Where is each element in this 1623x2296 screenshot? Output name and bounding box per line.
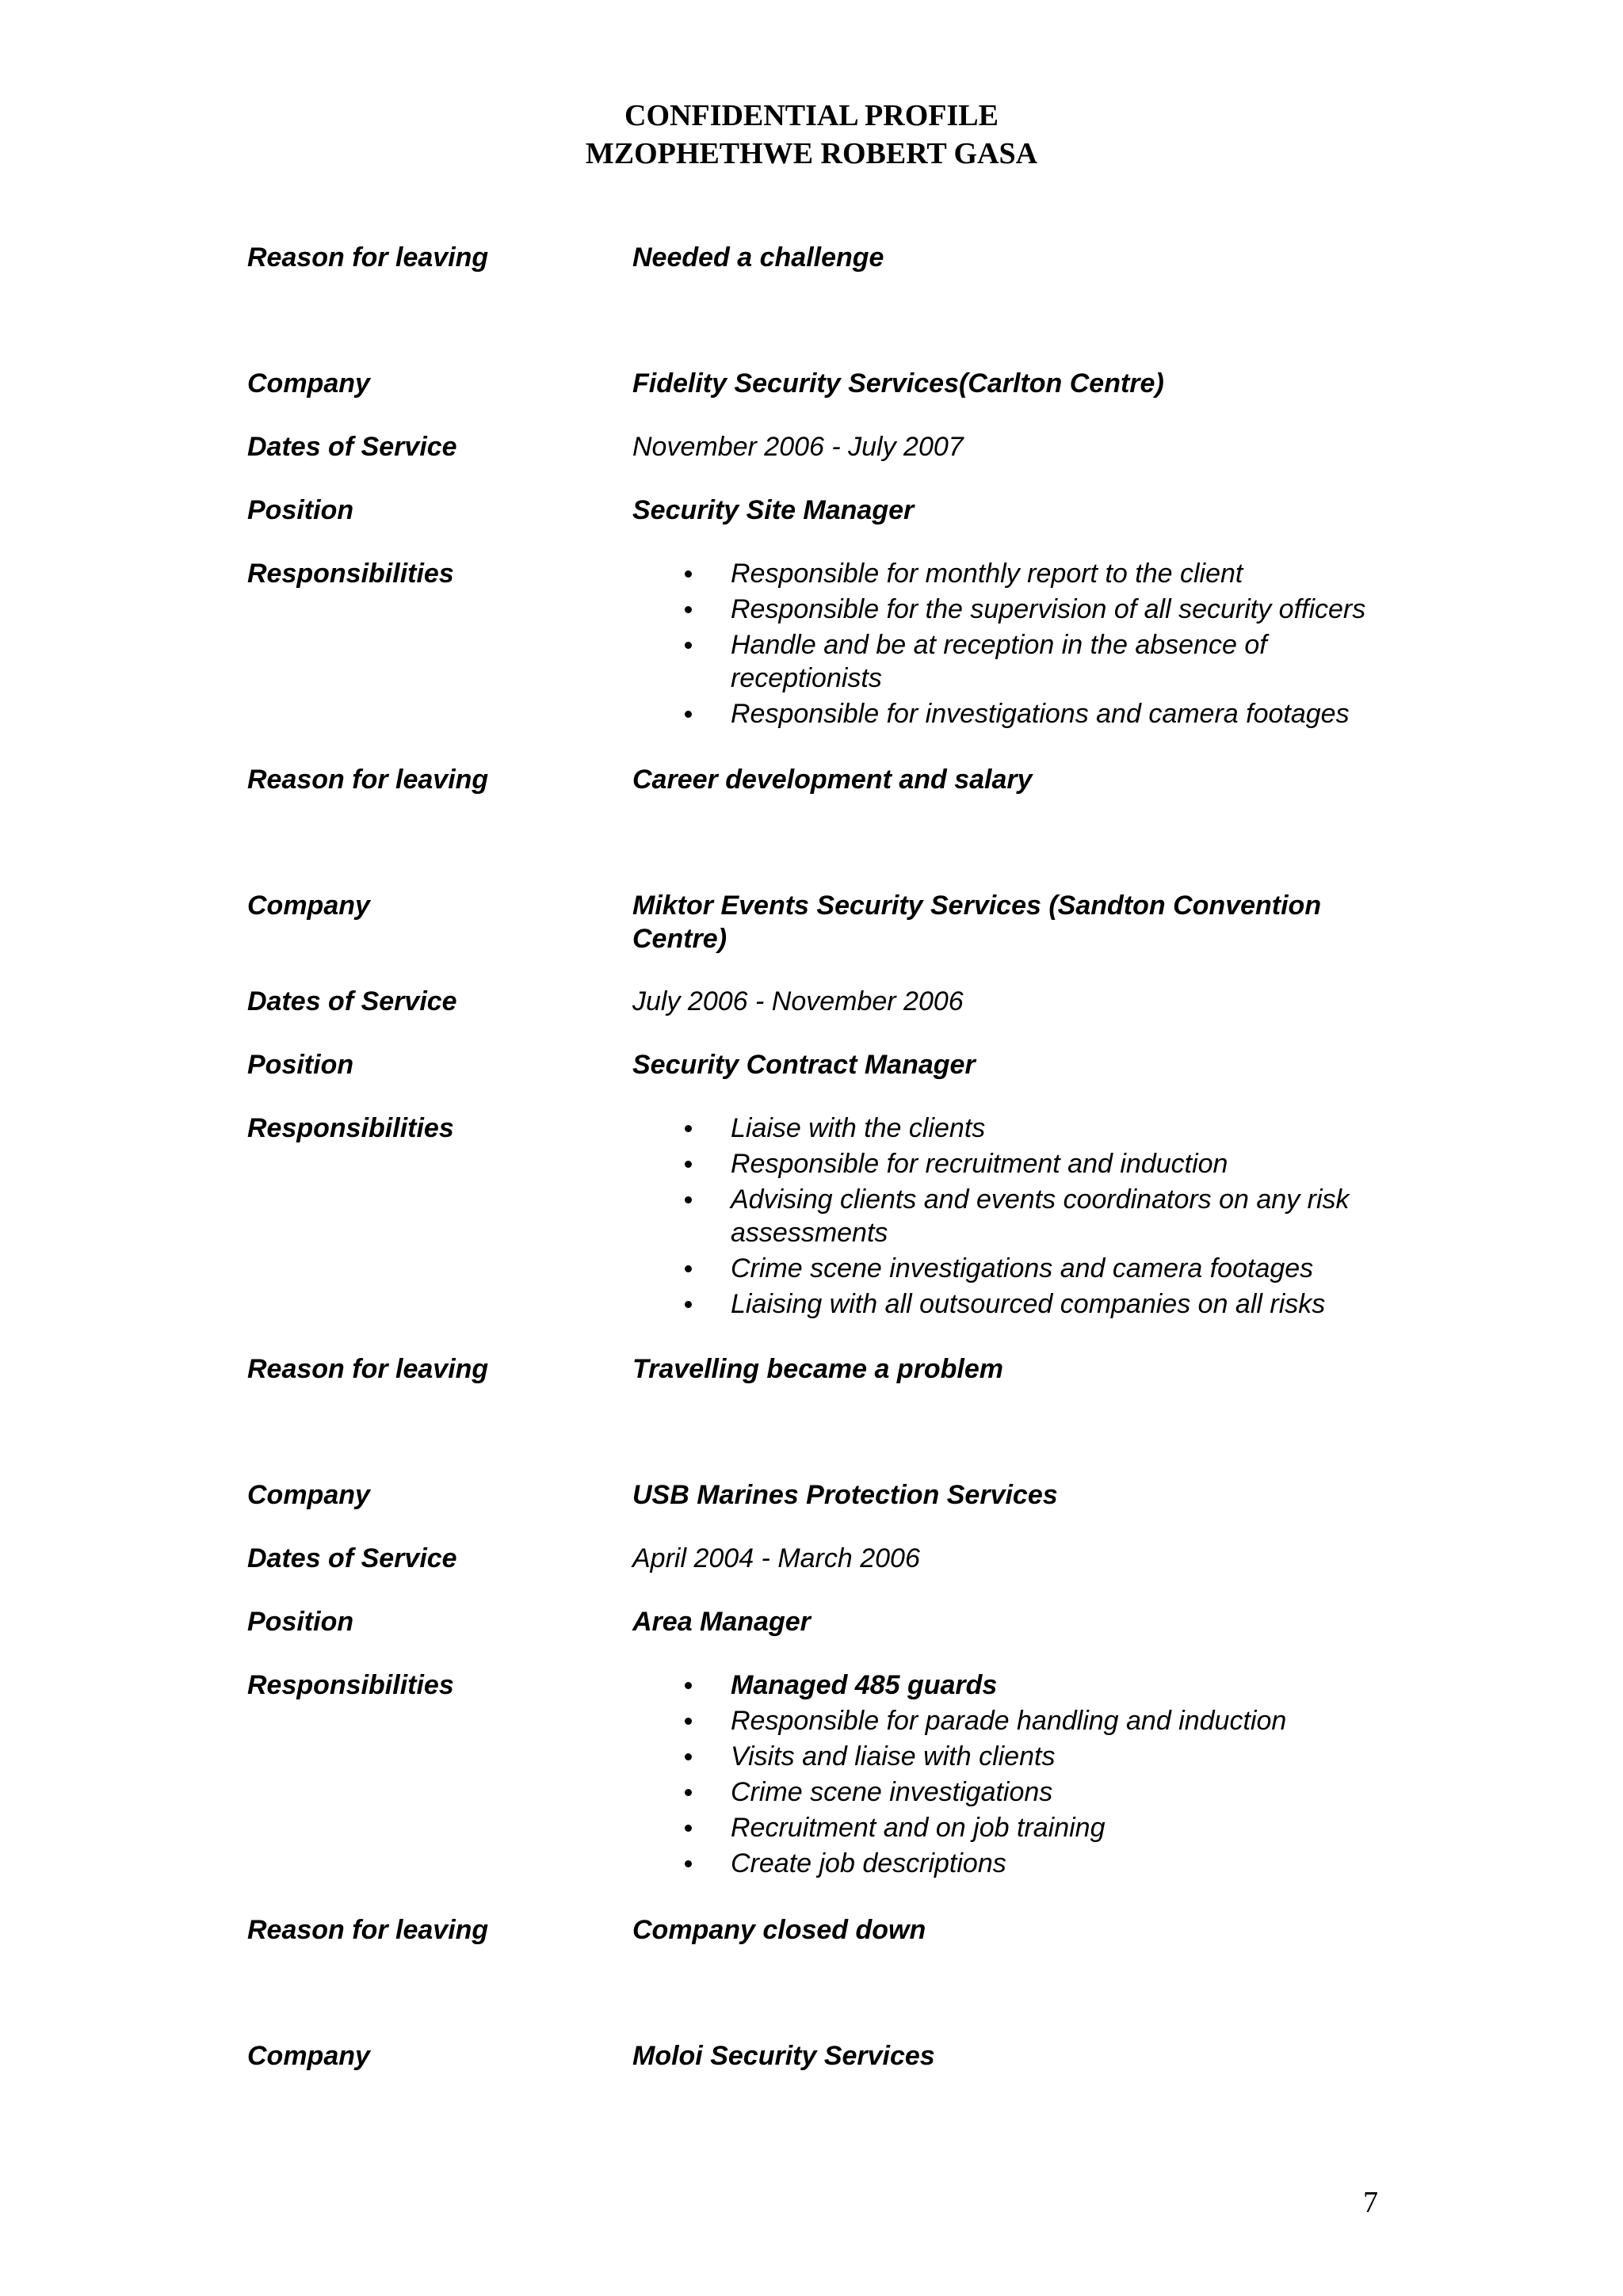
company-value: Fidelity Security Services(Carlton Centre) [632,368,1164,399]
list-item: Crime scene investigations [632,1775,1417,1809]
dates-label: Dates of Service [247,432,457,462]
list-item: Responsible for monthly report to the client [632,557,1417,590]
reason-value: Career development and salary [632,765,1033,795]
company-value: USB Marines Protection Services [632,1480,1058,1510]
dates-value: November 2006 - July 2007 [632,432,964,462]
reason-label: Reason for leaving [247,242,489,273]
responsibilities-list [632,1112,1417,1323]
responsibilities-label: Responsibilities [247,1113,454,1143]
document-title: CONFIDENTIAL PROFILE [624,99,999,132]
document-header [0,97,1623,173]
list-item: Recruitment and on job training [632,1811,1417,1844]
page-number: 7 [1363,2186,1378,2219]
position-label: Position [247,495,354,525]
list-item: Liaise with the clients [632,1112,1417,1145]
list-item: Responsible for recruitment and induction [632,1147,1417,1180]
company-label: Company [247,1480,370,1510]
dates-label: Dates of Service [247,1543,457,1573]
candidate-name: MZOPHETHWE ROBERT GASA [585,137,1038,170]
dates-label: Dates of Service [247,986,457,1016]
list-item: Advising clients and events coordinators on any risk assessments [632,1183,1417,1249]
responsibilities-list [632,1669,1417,1882]
responsibilities-label: Responsibilities [247,559,454,589]
company-value: Moloi Security Services [632,2041,935,2071]
list-item: Create job descriptions [632,1847,1417,1880]
reason-label: Reason for leaving [247,765,489,795]
responsibilities-label: Responsibilities [247,1670,454,1700]
company-label: Company [247,2041,370,2071]
reason-label: Reason for leaving [247,1354,489,1384]
position-value: Security Site Manager [632,495,915,525]
company-value: Miktor Events Security Services (Sandton Convention Centre) [632,891,1322,954]
position-value: Security Contract Manager [632,1050,976,1080]
list-item: Liaising with all outsourced companies on all risks [632,1287,1417,1321]
responsibilities-list [632,557,1417,733]
position-label: Position [247,1607,354,1637]
list-item: Managed 485 guards [632,1669,1417,1702]
reason-value: Travelling became a problem [632,1354,1003,1384]
list-item: Visits and liaise with clients [632,1740,1417,1773]
list-item: Crime scene investigations and camera footages [632,1252,1417,1285]
position-value: Area Manager [632,1607,811,1637]
company-label: Company [247,891,370,921]
reason-label: Reason for leaving [247,1915,489,1945]
reason-value: Needed a challenge [632,242,884,273]
list-item: Responsible for investigations and camera footages [632,697,1417,730]
list-item: Responsible for parade handling and induction [632,1704,1417,1737]
reason-value: Company closed down [632,1915,926,1945]
position-label: Position [247,1050,354,1080]
list-item: Handle and be at reception in the absence of receptionists [632,628,1417,695]
dates-value: July 2006 - November 2006 [632,986,964,1016]
company-label: Company [247,368,370,399]
list-item: Responsible for the supervision of all security officers [632,593,1417,626]
dates-value: April 2004 - March 2006 [632,1543,920,1573]
